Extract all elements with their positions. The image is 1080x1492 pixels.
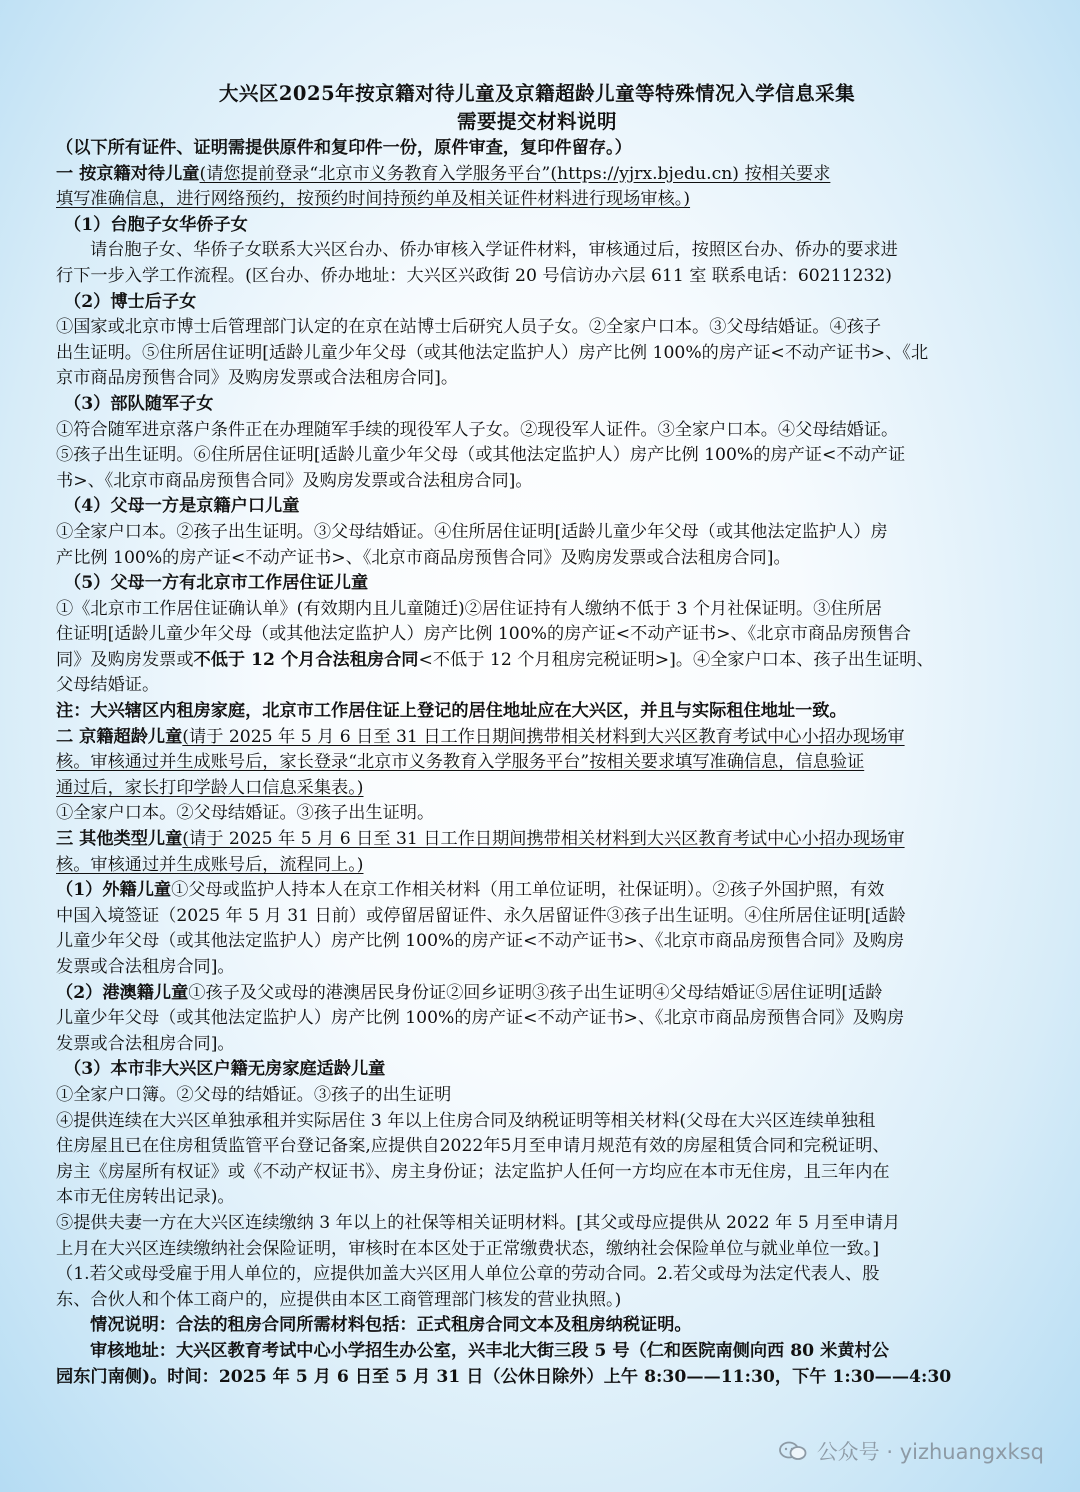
s1-item-5-text: 同》及购房发票或不低于 12 个月合法租房合同<不低于 12 个月租房完税证明>]。④全家户口本、孩子出生证明、 xyxy=(56,649,934,670)
s1-item-3-title: （3）部队随军子女 xyxy=(64,393,214,414)
s1-item-1-title: （1）台胞子女华侨子女 xyxy=(64,214,248,235)
s1-item-4-title: （4）父母一方是京籍户口儿童 xyxy=(64,496,300,517)
s3-item-1-title: （1）外籍儿童 xyxy=(56,880,172,901)
section-3-desc-line: 核。审核通过并生成账号后，流程同上。) xyxy=(56,854,364,875)
s1-item-2-text: 京市商品房预售合同》及购房发票或合法租房合同]。 xyxy=(56,368,459,389)
section-1-desc: (请您提前登录“北京市义务教育入学服务平台”(https://yjrx.bjedu.cn) 按相关要求 xyxy=(199,163,831,184)
s1-item-1-text: 请台胞子女、华侨子女联系大兴区台办、侨办审核入学证件材料，审核通过后，按照区台办、侨办的要求进 xyxy=(90,240,898,261)
s1-item-5-title: （5）父母一方有北京市工作居住证儿童 xyxy=(64,573,369,594)
s1-item-1-text: 行下一步入学工作流程。(区台办、侨办地址：大兴区兴政街 20 号信访办六层 611 室 联系电话：60211232) xyxy=(56,265,893,286)
section-2-heading-line xyxy=(56,725,1018,751)
s3-item-3-text: ④提供连续在大兴区单独承租并实际居住 3 年以上住房合同及纳税证明等相关材料(父母在大兴区连续单独租 xyxy=(56,1110,876,1131)
s1-item-3-text: ①符合随军进京落户条件正在办理随军手续的现役军人子女。②现役军人证件。③全家户口本。④父母结婚证。 xyxy=(56,419,899,440)
title-line-2: 需要提交材料说明 xyxy=(456,110,617,133)
review-address: 审核地址：大兴区教育考试中心小学招生办公室，兴丰北大街三段 5 号（仁和医院南侧向西 80 米黄村公 xyxy=(90,1340,889,1361)
section-3-desc: (请于 2025 年 5 月 6 日至 31 日工作日期间携带相关材料到大兴区教育考试中心小招办现场审 xyxy=(182,829,905,850)
s3-item-1-line: （1）外籍儿童①父母或监护人持本人在京工作相关材料（用工单位证明，社保证明）。②孩子外国护照，有效 xyxy=(56,880,885,901)
section-2-body: ①全家户口本。②父母结婚证。③孩子出生证明。 xyxy=(56,803,435,824)
section-3-heading-line xyxy=(56,827,1018,853)
s1-item-2-title: （2）博士后子女 xyxy=(64,291,197,312)
review-time: 园东门南侧)。时间：2025 年 5 月 6 日至 5 月 31 日（公休日除外）上午 8:30——11:30，下午 1:30——4:30 xyxy=(56,1366,952,1387)
s1-item-2-text: ①国家或北京市博士后管理部门认定的在京在站博士后研究人员子女。②全家户口本。③父母结婚证。④孩子 xyxy=(56,317,882,338)
rent-contract-emphasis: 不低于 12 个月合法租房合同 xyxy=(193,649,419,670)
s3-item-3-text: 住房屋且已在住房租赁监管平台登记备案,应提供自2022年5月至申请月规范有效的房屋租赁合同和完税证明、 xyxy=(56,1136,890,1157)
section-2-desc: (请于 2025 年 5 月 6 日至 31 日工作日期间携带相关材料到大兴区教育考试中心小招办现场审 xyxy=(182,726,905,747)
section-2-heading: 二 京籍超龄儿童 xyxy=(56,726,183,747)
section-1-heading-line xyxy=(56,162,1018,188)
s3-item-2-text: 发票或合法租房合同]。 xyxy=(56,1033,235,1054)
wechat-icon xyxy=(779,1441,807,1461)
s3-item-2-line: （2）港澳籍儿童①孩子及父或母的港澳居民身份证②回乡证明③孩子出生证明④父母结婚证⑤居住证明[适龄 xyxy=(56,982,883,1003)
s3-item-1-text: 发票或合法租房合同]。 xyxy=(56,957,235,977)
s3-item-3-text: 上月在大兴区连续缴纳社会保险证明，审核时在本区处于正常缴费状态，缴纳社会保险单位与就业单位一致。] xyxy=(56,1238,880,1259)
section-2-desc-line: 核。审核通过并生成账号后，家长登录“北京市义务教育入学服务平台”按相关要求填写准确信息，信息验证 xyxy=(56,752,865,773)
s1-item-5-text: 父母结婚证。 xyxy=(56,675,160,696)
s1-item-4-text: 产比例 100%的房产证<不动产证书>、《北京市商品房预售合同》及购房发票或合法租房合同]。 xyxy=(56,547,791,568)
title-line-1: 大兴区2025年按京籍对待儿童及京籍超龄儿童等特殊情况入学信息采集 xyxy=(218,82,856,105)
s3-item-3-text: （1.若父或母受雇于用人单位的，应提供加盖大兴区用人单位公章的劳动合同。2.若父或母为法定代表人、股 xyxy=(56,1264,880,1285)
watermark-label: 公众号 · yizhuangxksq xyxy=(816,1440,1044,1464)
situation-note: 情况说明：合法的租房合同所需材料包括：正式租房合同文本及租房纳税证明。 xyxy=(90,1315,692,1336)
s3-item-1-text: 儿童少年父母（或其他法定监护人）房产比例 100%的房产证<不动产证书>、《北京市商品房预售合同》及购房 xyxy=(56,931,905,952)
s1-item-4-text: ①全家户口本。②孩子出生证明。③父母结婚证。④住所居住证明[适龄儿童少年父母（或其他法定监护人）房 xyxy=(56,521,888,542)
section-1-heading: 一 按京籍对待儿童 xyxy=(56,163,200,184)
s1-item-5-text: ①《北京市工作居住证确认单》(有效期内且儿童随迁)②居住证持有人缴纳不低于 3 个月社保证明。③住所居 xyxy=(56,598,882,619)
s3-item-2-text: 儿童少年父母（或其他法定监护人）房产比例 100%的房产证<不动产证书>、《北京市商品房预售合同》及购房 xyxy=(56,1008,905,1029)
section-1-desc-line-2: 填写准确信息，进行网络预约，按预约时间持预约单及相关证件材料进行现场审核。) xyxy=(56,189,691,210)
intro-note: （以下所有证件、证明需提供原件和复印件一份，原件审查，复印件留存。） xyxy=(56,138,632,158)
s3-item-3-text: 本市无住房转出记录)。 xyxy=(56,1187,235,1208)
section-2-desc-line: 通过后，家长打印学龄人口信息采集表。) xyxy=(56,777,364,798)
s3-item-1-text: 中国入境签证（2025 年 5 月 31 日前）或停留居留证件、永久居留证件③孩子出生证明。④住所居住证明[适龄 xyxy=(56,905,906,926)
s3-item-3-text: ⑤提供夫妻一方在大兴区连续缴纳 3 年以上的社保等相关证明材料。[其父或母应提供从 2022 年 5 月至申请月 xyxy=(56,1212,901,1233)
s3-item-3-title: （3）本市非大兴区户籍无房家庭适龄儿童 xyxy=(64,1059,386,1080)
wechat-watermark xyxy=(779,1436,1044,1466)
s1-note: 注：大兴辖区内租房家庭，北京市工作居住证上登记的居住地址应在大兴区，并且与实际租住地址一致。 xyxy=(56,701,847,722)
s3-item-2-title: （2）港澳籍儿童 xyxy=(56,982,189,1003)
s1-item-5-text: 住证明[适龄儿童少年父母（或其他法定监护人）房产比例 100%的房产证<不动产证书>、《北京市商品房预售合 xyxy=(56,624,911,645)
s1-item-3-text: 书>、《北京市商品房预售合同》及购房发票或合法租房合同]。 xyxy=(56,470,533,491)
s3-item-3-text: ①全家户口簿。②父母的结婚证。③孩子的出生证明 xyxy=(56,1084,452,1105)
s1-item-2-text: 出生证明。⑤住所居住证明[适龄儿童少年父母（或其他法定监护人）房产比例 100%的房产证<不动产证书>、《北 xyxy=(56,342,929,363)
s3-item-3-text: 房主《房屋所有权证》或《不动产权证书》、房主身份证；法定监护人任何一方均应在本市无住房，且三年内在 xyxy=(56,1161,890,1182)
section-3-heading: 三 其他类型儿童 xyxy=(56,829,183,850)
s3-item-3-text: 东、合伙人和个体工商户的，应提供由本区工商管理部门核发的营业执照。) xyxy=(56,1289,622,1310)
s1-item-3-text: ⑤孩子出生证明。⑥住所居住证明[适龄儿童少年父母（或其他法定监护人）房产比例 100%的房产证<不动产证 xyxy=(56,445,906,466)
